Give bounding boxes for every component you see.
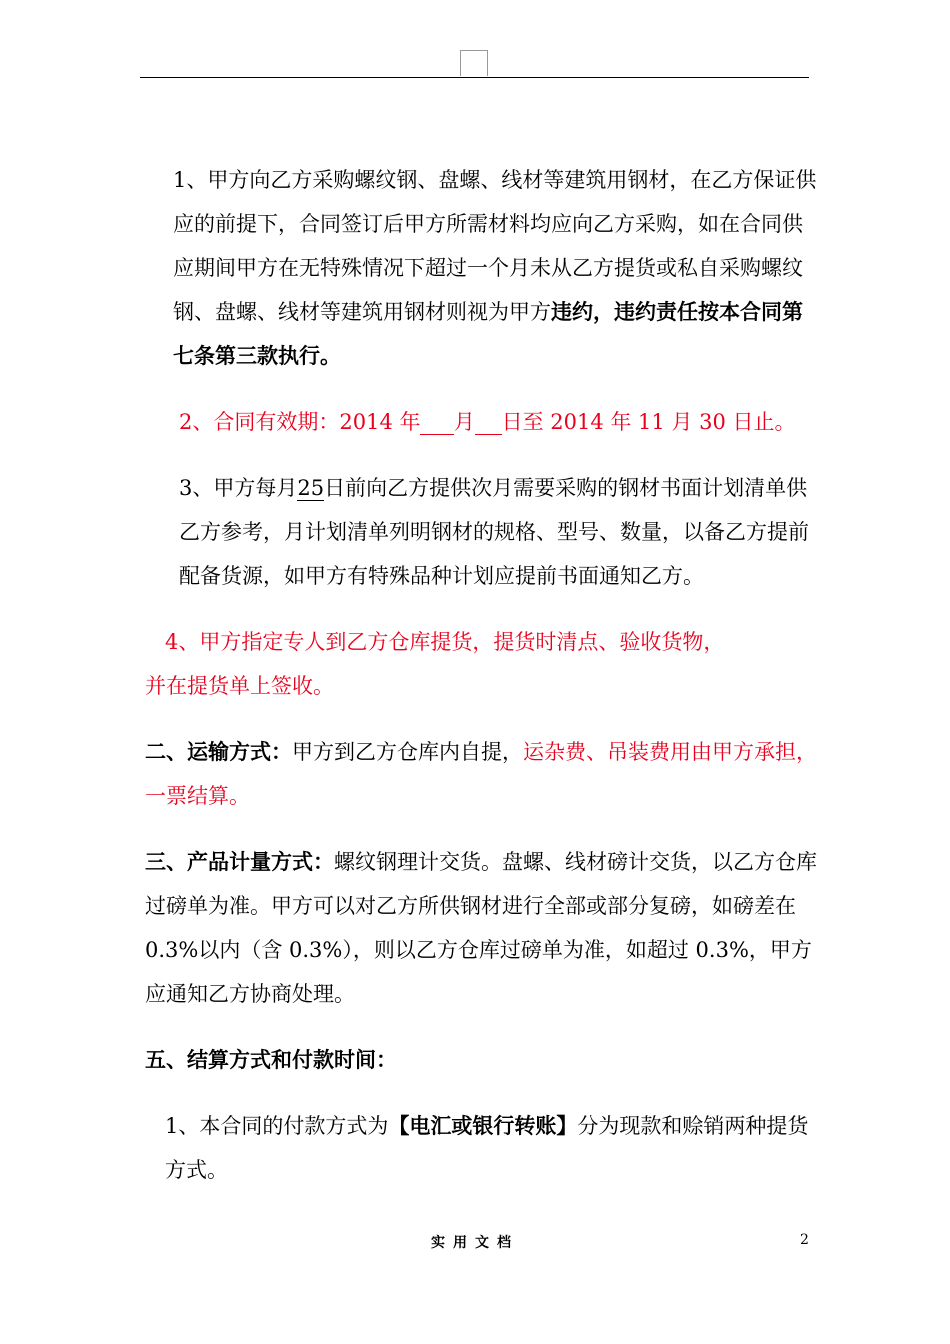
section-3-heading: 三、产品计量方式： (145, 849, 334, 874)
section-5-heading: 五、结算方式和付款时间： (145, 1047, 397, 1072)
clause-4: 4、甲方指定专人到乙方仓库提货，提货时清点、验收货物， 并在提货单上签收。 (145, 630, 725, 698)
page-number: 2 (800, 1232, 809, 1248)
footer-label: 实用文档 (431, 1235, 519, 1251)
section-2-heading: 二、运输方式： (145, 739, 292, 764)
clause-1-text: 1、甲方向乙方采购螺纹钢、盘螺、线材等建筑用钢材，在乙方保证供应的前提下，合同签订后甲方所需材料均应向乙方采购，如在合同供应期间甲方在无特殊情况下超过一个月未从乙方提货或私自采购螺纹钢、盘螺、线材等建筑用钢材则视为甲方 (173, 168, 817, 324)
clause-3: 3、甲方每月25日前向乙方提供次月需要采购的钢材书面计划清单供乙方参考，月计划清单列明钢材的规格、型号、数量，以备乙方提前配备货源，如甲方有特殊品种计划应提前书面通知乙方。 (179, 476, 809, 588)
section-3: 三、产品计量方式：螺纹钢理计交货。盘螺、线材磅计交货，以乙方仓库过磅单为准。甲方可以对乙方所供钢材进行全部或部分复磅，如磅差在 0.3%以内（含 0.3%），则以乙方仓库过磅单为准，如超过 0.3%，甲方应通知乙方协商处理。 (145, 849, 817, 1006)
clause-1-breach-text: 违约，违约责任按本合同第七条第三款执行。 (173, 299, 803, 368)
section-5-item-1: 1、本合同的付款方式为【电汇或银行转账】分为现款和赊销两种提货方式。 (165, 1113, 809, 1182)
header-box (460, 50, 488, 76)
section-2: 二、运输方式：甲方到乙方仓库内自提，运杂费、吊装费用由甲方承担，一票结算。 (145, 739, 817, 808)
clause-2: 2、合同有效期：2014 年 月 日至 2014 年 11 月 30 日止。 (179, 410, 796, 434)
plan-day-value: 25 (297, 476, 325, 500)
month-blank (420, 410, 453, 435)
header-rule (140, 77, 809, 78)
day-blank (475, 410, 502, 435)
clause-1 (145, 158, 817, 378)
document-body (145, 158, 817, 1192)
